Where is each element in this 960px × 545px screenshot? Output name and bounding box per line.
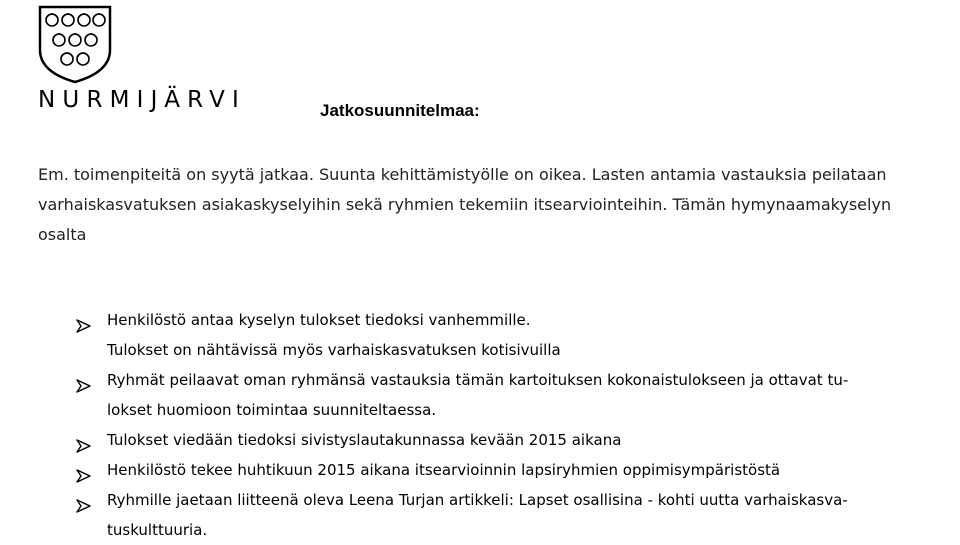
intro-line: Em. toimenpiteitä on syytä jatkaa. Suunta kehittämistyölle on oikea. Lasten antamia vastauksia peilataan	[38, 165, 887, 184]
list-item	[82, 425, 952, 455]
list-item	[82, 365, 952, 395]
list-item	[82, 485, 952, 515]
intro-paragraph	[38, 160, 918, 250]
arrow-bullet-icon	[76, 313, 92, 327]
arrow-bullet-icon	[76, 493, 92, 507]
list-item-text: Ryhmät peilaavat oman ryhmänsä vastauksia tämän kartoituksen kokonaistulokseen ja ottavat tu-	[107, 371, 849, 389]
list-item-text: tuskulttuuria.	[107, 521, 208, 539]
intro-line: osalta	[38, 225, 87, 244]
list-item	[82, 395, 952, 425]
list-item-text: Henkilöstö antaa kyselyn tulokset tiedoksi vanhemmille.	[107, 311, 531, 329]
list-item-text: Tulokset viedään tiedoksi sivistyslautakunnassa kevään 2015 aikana	[107, 431, 622, 449]
list-item	[82, 335, 952, 365]
list-item-text: Henkilöstö tekee huhtikuun 2015 aikana itsearvioinnin lapsiryhmien oppimisympäristöstä	[107, 461, 781, 479]
list-item	[82, 455, 952, 485]
coat-of-arms-icon	[37, 4, 113, 84]
list-item	[82, 515, 952, 545]
logo-wordmark: NURMIJÄRVI	[38, 87, 247, 113]
arrow-bullet-icon	[76, 433, 92, 447]
arrow-bullet-icon	[76, 373, 92, 387]
list-item-text: lokset huomioon toimintaa suunniteltaessa.	[107, 401, 437, 419]
action-list	[82, 305, 952, 545]
page-title: Jatkosuunnitelmaa:	[320, 101, 480, 120]
list-item	[82, 305, 952, 335]
list-item-text: Tulokset on nähtävissä myös varhaiskasvatuksen kotisivuilla	[107, 341, 561, 359]
list-item-text: Ryhmille jaetaan liitteenä oleva Leena Turjan artikkeli: Lapset osallisina - kohti uutta varhaiskasva-	[107, 491, 848, 509]
intro-line: varhaiskasvatuksen asiakaskyselyihin sekä ryhmien tekemiin itsearviointeihin. Tämän hymynaamakyselyn	[38, 195, 892, 214]
arrow-bullet-icon	[76, 463, 92, 477]
